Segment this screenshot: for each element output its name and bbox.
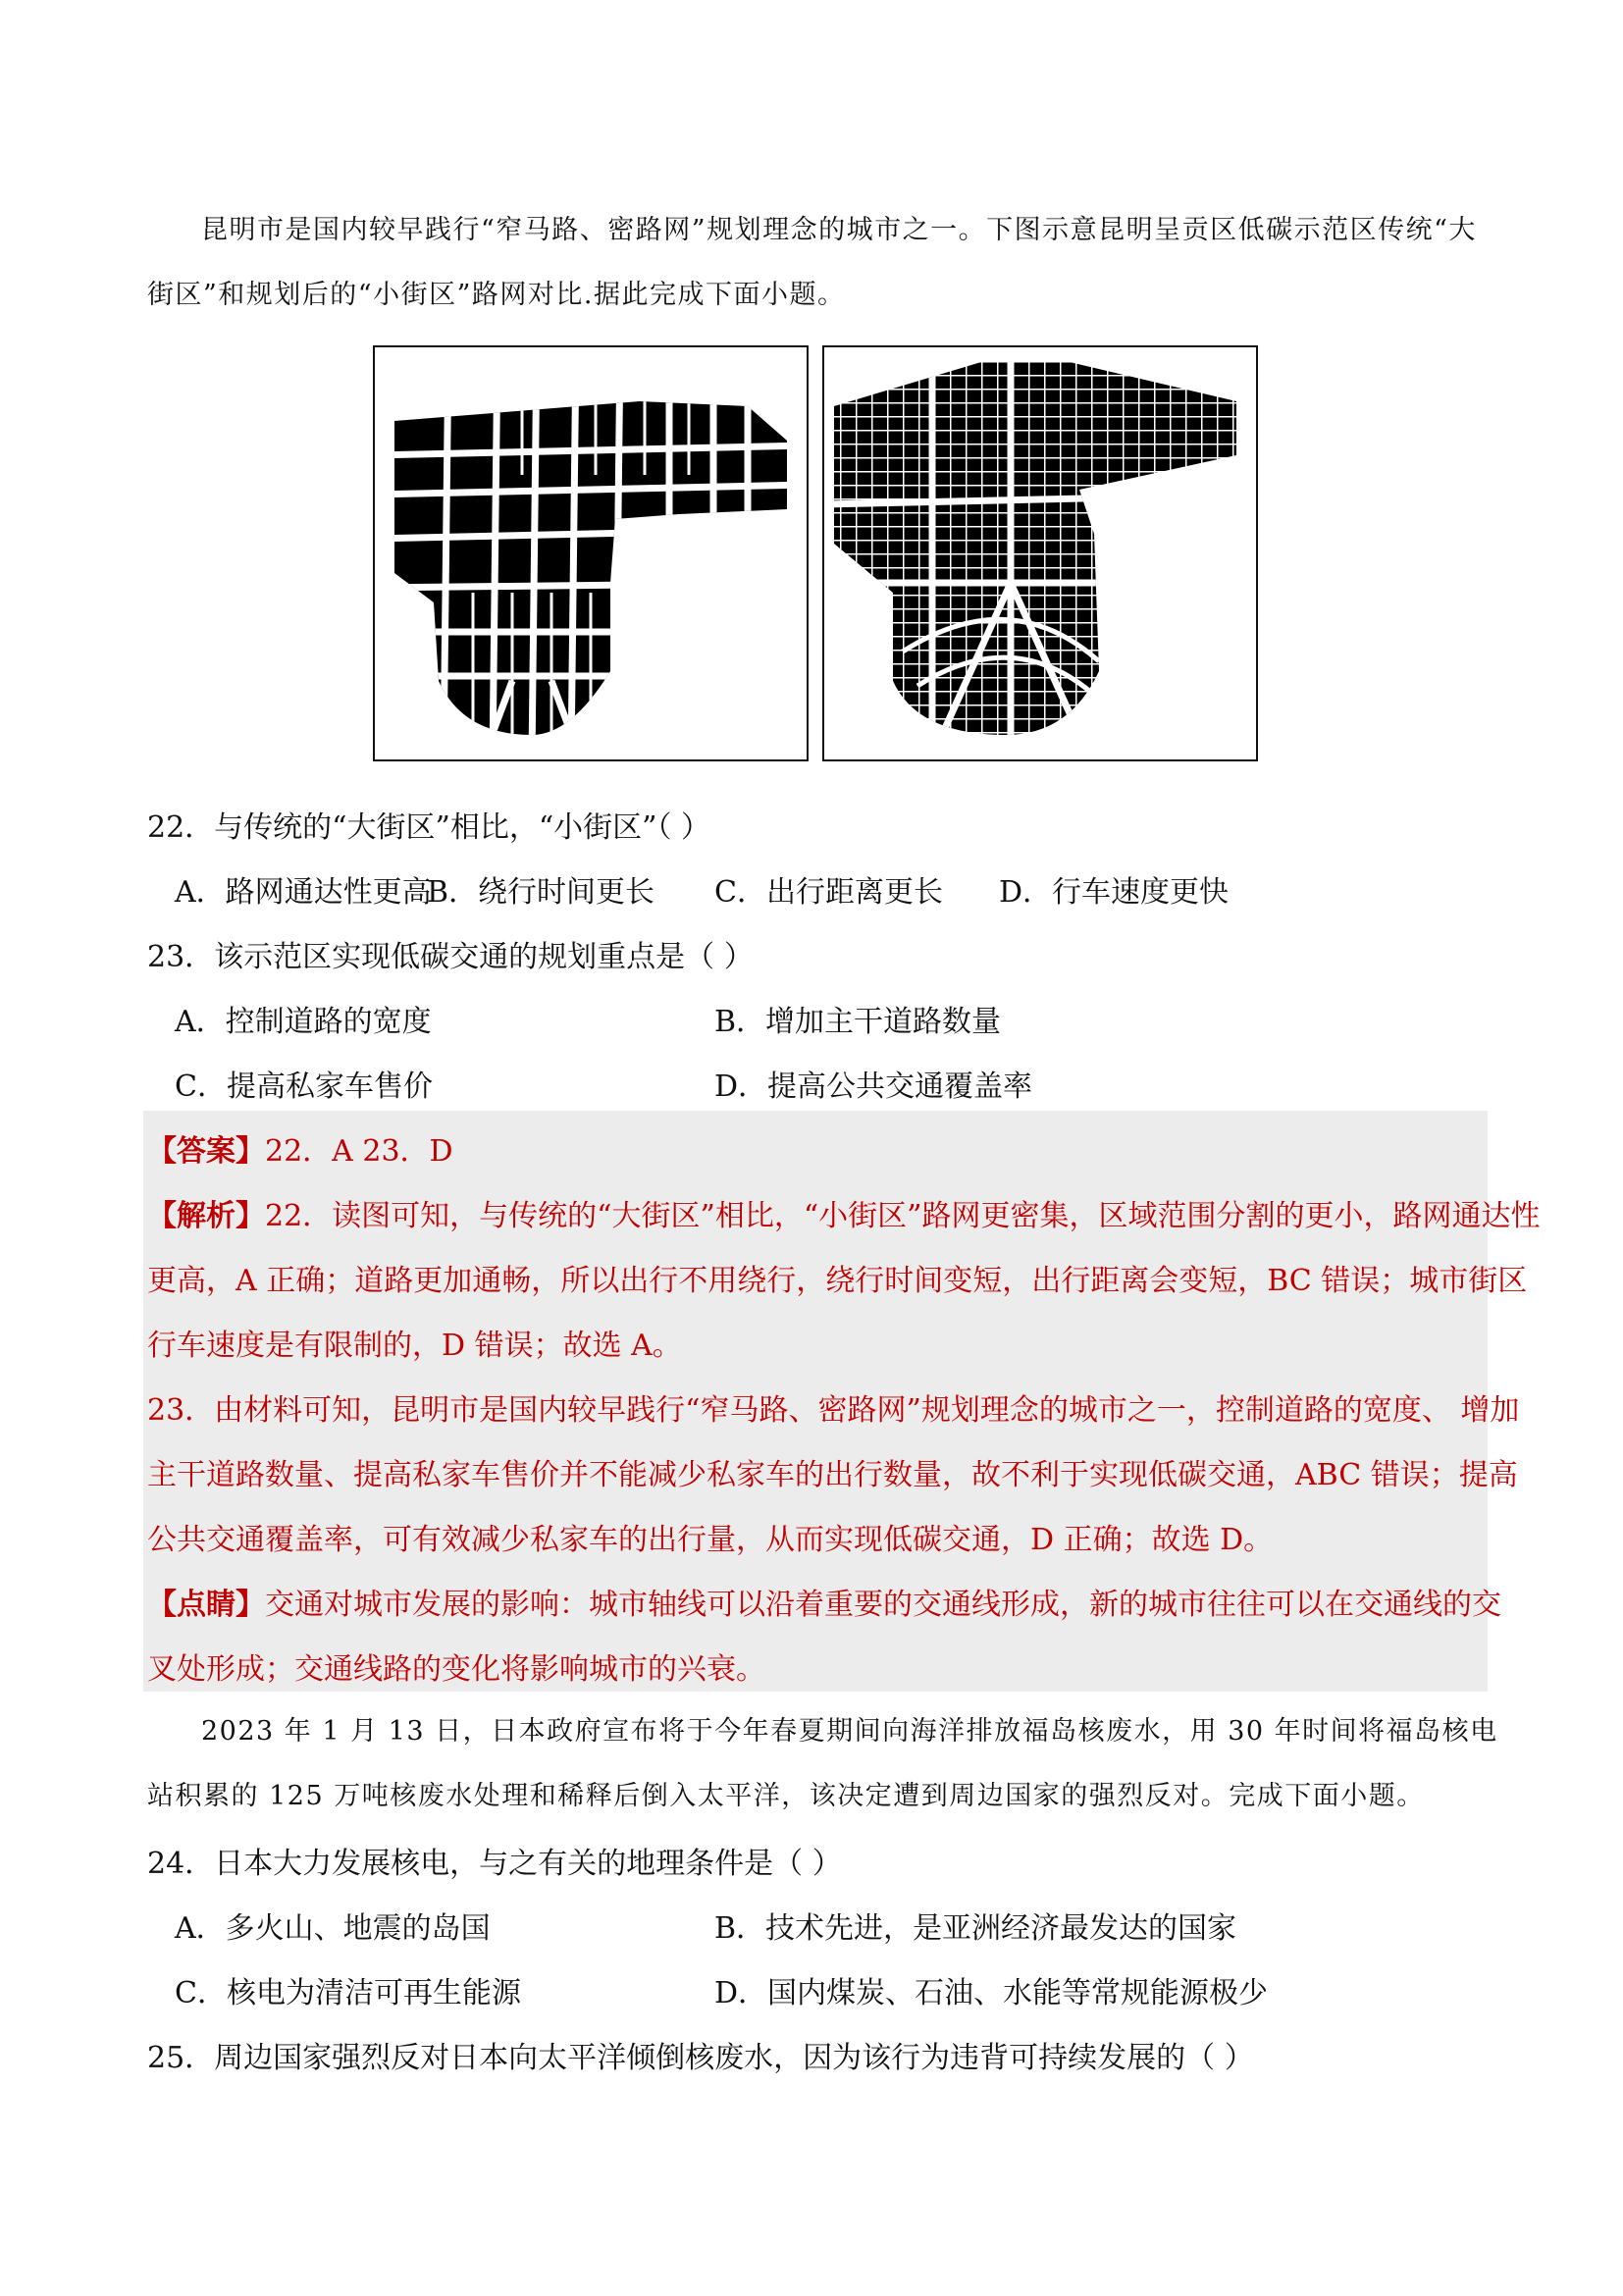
intro-2-line-1: 2023 年 1 月 13 日，日本政府宣布将于今年春夏期间向海洋排放福岛核废水，用 30 年时间将福岛核电 (201, 1716, 1498, 1747)
comment-line-2: 叉处形成；交通线路的变化将影响城市的兴衰。 (147, 1652, 765, 1687)
q22-option-c: C．出行距离更长 (714, 875, 943, 910)
q24-option-c: C．核电为清洁可再生能源 (175, 1976, 521, 2010)
q22-option-d: D．行车速度更快 (999, 875, 1230, 910)
q24-option-b: B．技术先进，是亚洲经济最发达的国家 (714, 1911, 1237, 1946)
q25-stem: 25．周边国家强烈反对日本向太平洋倾倒核废水，因为该行为违背可持续发展的（ ） (147, 2041, 1254, 2075)
analysis-tag: 【解析】 (147, 1199, 265, 1233)
q23-option-a: A．控制道路的宽度 (175, 1005, 432, 1039)
small-block-map (822, 345, 1258, 761)
answer-line (147, 1126, 453, 1170)
analysis-line-2: 更高，A 正确；道路更加通畅，所以出行不用绕行，绕行时间变短，出行距离会变短，BC 错误；城市街区 (147, 1264, 1528, 1298)
q22-option-b: B．绕行时间更长 (427, 875, 655, 910)
answer-tag: 【答案】 (147, 1134, 265, 1169)
q22-stem: 22．与传统的“大街区”相比，“小街区”（ ） (147, 810, 711, 845)
comment-text-1: 交通对城市发展的影响：城市轴线可以沿着重要的交通线形成，新的城市往往可以在交通线的交 (265, 1588, 1501, 1622)
analysis-line-6: 公共交通覆盖率，可有效减少私家车的出行量，从而实现低碳交通，D 正确；故选 D。 (147, 1523, 1274, 1557)
big-block-map-figure (375, 347, 807, 759)
analysis-text-1: 22．读图可知，与传统的“大街区”相比，“小街区”路网更密集，区域范围分割的更小，路网通达性 (265, 1199, 1541, 1233)
q24-stem: 24．日本大力发展核电，与之有关的地理条件是（ ） (147, 1847, 842, 1881)
intro-2-line-2: 站积累的 125 万吨核废水处理和稀释后倒入太平洋，该决定遭到周边国家的强烈反对。完成下面小题。 (147, 1781, 1425, 1811)
comment-line-1 (147, 1580, 1501, 1623)
analysis-line-1 (147, 1191, 1541, 1234)
q22-option-a: A．路网通达性更高 (175, 875, 432, 910)
analysis-line-4: 23．由材料可知，昆明市是国内较早践行“窄马路、密路网”规划理念的城市之一，控制道路的宽度、 增加 (147, 1393, 1520, 1428)
q23-option-b: B．增加主干道路数量 (714, 1005, 1002, 1039)
q23-option-c: C．提高私家车售价 (175, 1070, 433, 1104)
comment-tag: 【点睛】 (147, 1588, 265, 1622)
analysis-line-5: 主干道路数量、提高私家车售价并不能减少私家车的出行数量，故不利于实现低碳交通，ABC 错误；提高 (147, 1458, 1518, 1492)
q23-stem: 23．该示范区实现低碳交通的规划重点是（ ） (147, 940, 754, 974)
intro-1-line-1: 昆明市是国内较早践行“窄马路、密路网”规划理念的城市之一。下图示意昆明呈贡区低碳示范区传统“大 (201, 215, 1477, 245)
q24-option-a: A．多火山、地震的岛国 (175, 1911, 491, 1946)
small-block-map-figure (824, 347, 1256, 759)
q24-option-d: D．国内煤炭、石油、水能等常规能源极少 (714, 1976, 1269, 2010)
q23-option-d: D．提高公共交通覆盖率 (714, 1070, 1033, 1104)
big-block-map (373, 345, 809, 761)
answer-text: 22．A 23．D (265, 1134, 453, 1169)
intro-1-line-2: 街区”和规划后的“小街区”路网对比.据此完成下面小题。 (147, 280, 846, 310)
analysis-line-3: 行车速度是有限制的，D 错误；故选 A。 (147, 1329, 682, 1363)
